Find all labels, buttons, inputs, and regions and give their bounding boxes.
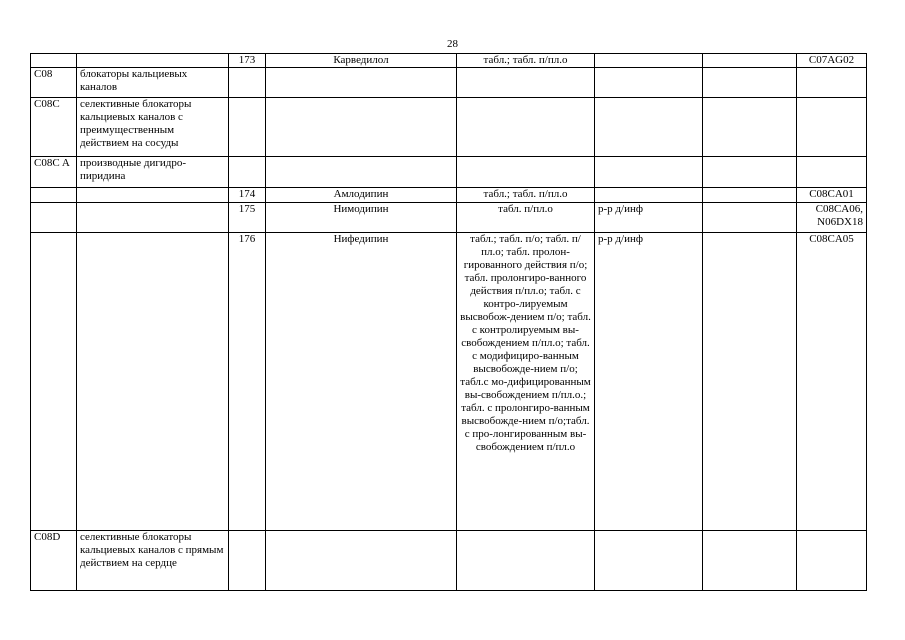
drug-name [266, 531, 457, 591]
item-number: 176 [229, 233, 266, 531]
drug-name: Нимодипин [266, 203, 457, 233]
extra-cell [703, 54, 797, 68]
dosage-form-2 [595, 157, 703, 188]
dosage-form: табл.; табл. п/о; табл. п/пл.о; табл. пролон-гированного действия п/о; табл. пролонгиро-ванного действия п/пл.о; табл. с контро-лируемым высвобож-дением п/о; табл. с контролируемым вы-свобождением п/пл.о; табл. с модифициро-ванным высвобожде-нием п/о; табл.с мо-дифицированным вы-свобождением п/пл.о.; табл. с пролонгиро-ванным высвобожде-нием п/о;табл. с про-лонгированным вы-свобождением п/пл.о [457, 233, 595, 531]
item-number: 173 [229, 54, 266, 68]
extra-cell [703, 157, 797, 188]
table-row [31, 531, 867, 591]
drug-name [266, 68, 457, 98]
atc-group-code: C08C [31, 98, 77, 157]
extra-cell [703, 233, 797, 531]
atc-code: C07AG02 [797, 54, 867, 68]
item-number: 174 [229, 188, 266, 203]
group-name: селективные блокаторы кальциевых каналов с прямым действием на сердце [77, 531, 229, 591]
dosage-form: табл.; табл. п/пл.о [457, 54, 595, 68]
extra-cell [703, 98, 797, 157]
drug-name: Амлодипин [266, 188, 457, 203]
drug-table [30, 53, 867, 591]
item-number [229, 157, 266, 188]
dosage-form-2 [595, 531, 703, 591]
atc-group-code [31, 54, 77, 68]
dosage-form-2: р-р д/инф [595, 233, 703, 531]
table-row [31, 233, 867, 531]
group-name: блокаторы кальциевых каналов [77, 68, 229, 98]
dosage-form-2 [595, 98, 703, 157]
drug-name: Карведилол [266, 54, 457, 68]
extra-cell [703, 203, 797, 233]
atc-code: C08CA05 [797, 233, 867, 531]
group-name: селективные блокаторы кальциевых каналов с преимущественным действием на сосуды [77, 98, 229, 157]
item-number [229, 531, 266, 591]
group-name [77, 203, 229, 233]
dosage-form-2 [595, 188, 703, 203]
dosage-form: табл.; табл. п/пл.о [457, 188, 595, 203]
table-row [31, 54, 867, 68]
group-name: производные дигидро-пиридина [77, 157, 229, 188]
table-row [31, 188, 867, 203]
extra-cell [703, 188, 797, 203]
atc-group-code: C08 [31, 68, 77, 98]
dosage-form-2 [595, 54, 703, 68]
item-number [229, 98, 266, 157]
extra-cell [703, 68, 797, 98]
page-number: 28 [447, 38, 458, 50]
drug-name [266, 157, 457, 188]
drug-name: Нифедипин [266, 233, 457, 531]
dosage-form [457, 68, 595, 98]
item-number [229, 68, 266, 98]
atc-group-code [31, 203, 77, 233]
drug-name [266, 98, 457, 157]
dosage-form [457, 157, 595, 188]
table-row [31, 68, 867, 98]
extra-cell [703, 531, 797, 591]
atc-code: C08CA01 [797, 188, 867, 203]
dosage-form-2: р-р д/инф [595, 203, 703, 233]
dosage-form-2 [595, 68, 703, 98]
group-name [77, 188, 229, 203]
item-number: 175 [229, 203, 266, 233]
atc-group-code [31, 233, 77, 531]
atc-code [797, 531, 867, 591]
atc-group-code: C08C A [31, 157, 77, 188]
dosage-form: табл. п/пл.о [457, 203, 595, 233]
table-row [31, 203, 867, 233]
atc-code [797, 157, 867, 188]
group-name [77, 54, 229, 68]
group-name [77, 233, 229, 531]
atc-code [797, 68, 867, 98]
table-row [31, 157, 867, 188]
atc-group-code: C08D [31, 531, 77, 591]
table-row [31, 98, 867, 157]
atc-code [797, 98, 867, 157]
atc-code: C08CA06, N06DX18 [797, 203, 867, 233]
atc-group-code [31, 188, 77, 203]
dosage-form [457, 98, 595, 157]
dosage-form [457, 531, 595, 591]
